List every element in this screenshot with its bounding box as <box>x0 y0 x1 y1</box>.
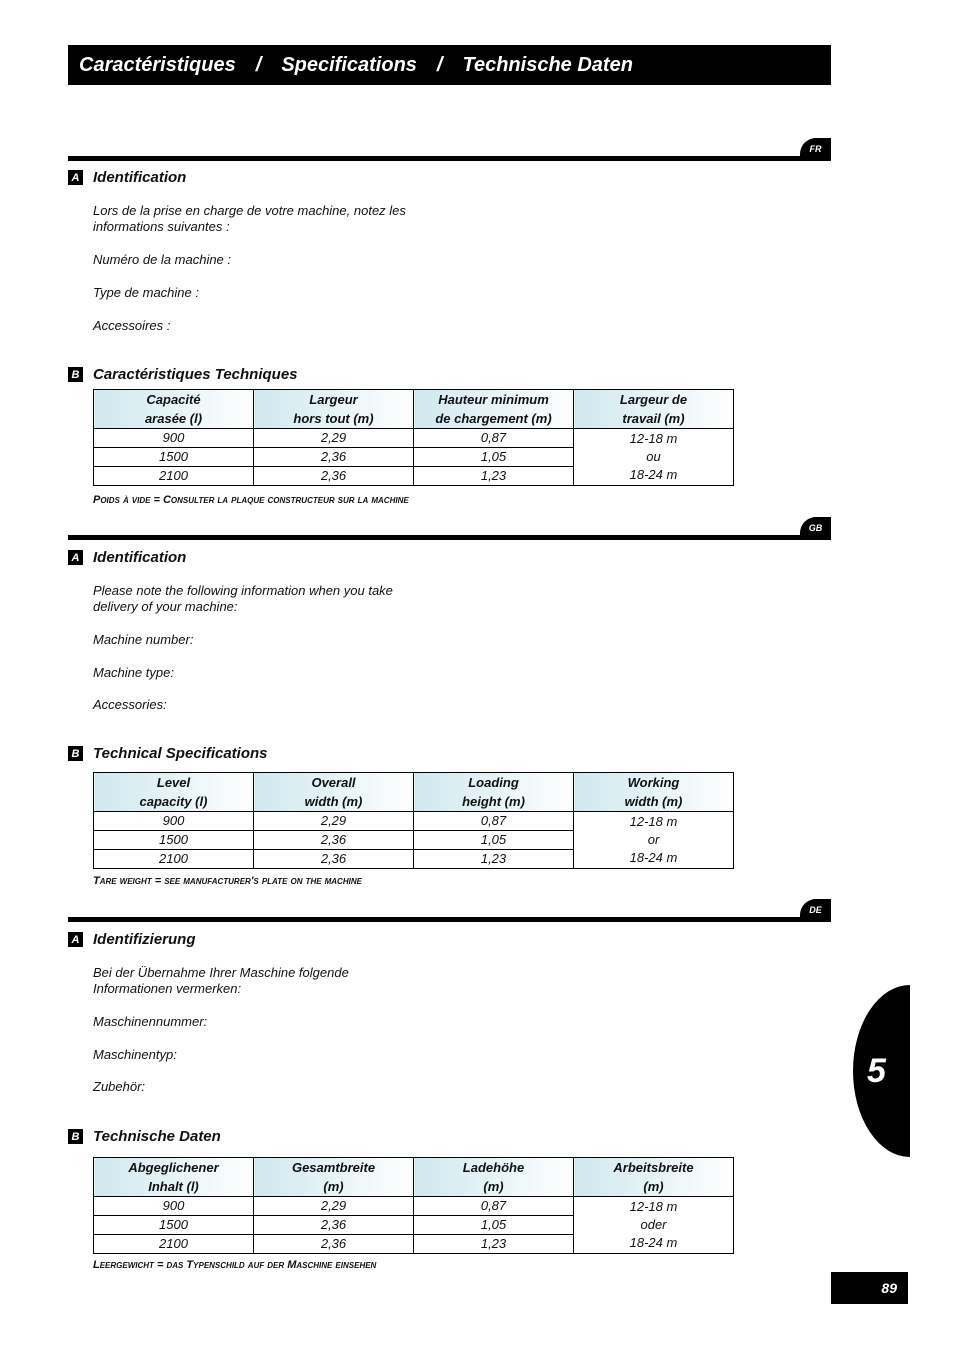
column-header: Loading height (m) <box>414 773 574 812</box>
language-badge-gb: GB <box>800 517 831 539</box>
identification-heading <box>68 169 186 186</box>
page-number-box <box>831 1272 908 1304</box>
section-rule <box>68 156 831 161</box>
table-cell: 2100 <box>94 850 254 869</box>
specifications-heading <box>68 366 298 383</box>
specifications-title: Technical Specifications <box>93 745 268 762</box>
intro-line: Please note the following information when you take <box>93 583 393 598</box>
accessories-label: Zubehör: <box>93 1079 146 1094</box>
weight-note: Tare weight = see manufacturer's plate on the machine <box>93 875 362 887</box>
header-separator: / <box>255 53 262 76</box>
table-cell: 2,36 <box>254 1216 414 1235</box>
table-cell: 1500 <box>94 448 254 467</box>
chapter-tab <box>853 985 910 1157</box>
specifications-heading <box>68 745 268 762</box>
table-cell: 1,05 <box>414 1216 574 1235</box>
header-title-fr: Caractéristiques <box>79 53 236 76</box>
language-badge-fr: FR <box>800 138 831 160</box>
page-number: 89 <box>881 1280 897 1296</box>
header-separator: / <box>436 53 443 76</box>
section-rule <box>68 535 831 540</box>
specifications-title: Caractéristiques Techniques <box>93 366 298 383</box>
column-header: Hauteur minimum de chargement (m) <box>414 390 574 429</box>
table-cell: 2,36 <box>254 467 414 486</box>
language-badge-de: DE <box>800 899 831 921</box>
intro-line: Bei der Übernahme Ihrer Maschine folgende <box>93 965 349 980</box>
column-header: Arbeitsbreite (m) <box>574 1158 734 1197</box>
header-title-gb: Specifications <box>281 53 417 76</box>
table-cell: 2,29 <box>254 812 414 831</box>
machine-number-label: Machine number: <box>93 632 194 647</box>
column-header: Abgeglichener Inhalt (l) <box>94 1158 254 1197</box>
table-header-row <box>94 773 734 812</box>
table-header-row <box>94 1158 734 1197</box>
column-header: Gesamtbreite (m) <box>254 1158 414 1197</box>
table-cell: 1500 <box>94 1216 254 1235</box>
specifications-title: Technische Daten <box>93 1128 221 1145</box>
table-row <box>94 429 734 448</box>
section-rule <box>68 917 831 922</box>
specifications-heading <box>68 1128 221 1145</box>
identification-intro <box>93 965 349 997</box>
table-cell: 2,36 <box>254 1235 414 1254</box>
identification-title: Identifizierung <box>93 931 196 948</box>
machine-type-label: Maschinentyp: <box>93 1047 177 1062</box>
table-cell: 1,23 <box>414 850 574 869</box>
identification-title: Identification <box>93 549 187 566</box>
working-width-cell: 12-18 m ou 18-24 m <box>574 429 734 486</box>
table-cell: 2,29 <box>254 429 414 448</box>
machine-number-label: Maschinennummer: <box>93 1014 208 1029</box>
section-letter-a: A <box>68 932 83 947</box>
weight-note: Leergewicht = das Typenschild auf der Maschine einsehen <box>93 1259 377 1271</box>
table-cell: 1500 <box>94 831 254 850</box>
working-width-cell: 12-18 m or 18-24 m <box>574 812 734 869</box>
section-letter-b: B <box>68 746 83 761</box>
table-cell: 900 <box>94 812 254 831</box>
table-cell: 900 <box>94 1197 254 1216</box>
machine-type-label: Type de machine : <box>93 285 199 300</box>
table-cell: 2100 <box>94 1235 254 1254</box>
table-cell: 2,36 <box>254 448 414 467</box>
accessories-label: Accessories: <box>93 697 167 712</box>
machine-type-label: Machine type: <box>93 665 174 680</box>
machine-number-label: Numéro de la machine : <box>93 252 232 267</box>
table-cell: 2100 <box>94 467 254 486</box>
column-header: Largeur de travail (m) <box>574 390 734 429</box>
table-cell: 2,36 <box>254 850 414 869</box>
specifications-table <box>93 772 734 869</box>
table-cell: 1,23 <box>414 467 574 486</box>
intro-line: delivery of your machine: <box>93 599 238 614</box>
table-cell: 2,36 <box>254 831 414 850</box>
weight-note: Poids à vide = Consulter la plaque constructeur sur la machine <box>93 494 409 506</box>
specifications-table <box>93 389 734 486</box>
table-cell: 2,29 <box>254 1197 414 1216</box>
specifications-table <box>93 1157 734 1254</box>
section-letter-b: B <box>68 367 83 382</box>
intro-line: Informationen vermerken: <box>93 981 242 996</box>
working-width-cell: 12-18 m oder 18-24 m <box>574 1197 734 1254</box>
table-cell: 0,87 <box>414 429 574 448</box>
section-letter-a: A <box>68 550 83 565</box>
header-title-de: Technische Daten <box>462 53 633 76</box>
chapter-number: 5 <box>867 1051 886 1090</box>
page-header <box>68 45 831 85</box>
section-letter-a: A <box>68 170 83 185</box>
intro-line: informations suivantes : <box>93 219 230 234</box>
identification-intro <box>93 583 393 615</box>
identification-intro <box>93 203 406 235</box>
identification-title: Identification <box>93 169 187 186</box>
column-header: Ladehöhe (m) <box>414 1158 574 1197</box>
table-row <box>94 812 734 831</box>
identification-heading <box>68 931 196 948</box>
table-cell: 1,05 <box>414 448 574 467</box>
table-cell: 0,87 <box>414 812 574 831</box>
column-header: Capacité arasée (l) <box>94 390 254 429</box>
table-cell: 1,05 <box>414 831 574 850</box>
intro-line: Lors de la prise en charge de votre machine, notez les <box>93 203 406 218</box>
column-header: Level capacity (l) <box>94 773 254 812</box>
column-header: Largeur hors tout (m) <box>254 390 414 429</box>
section-letter-b: B <box>68 1129 83 1144</box>
accessories-label: Accessoires : <box>93 318 171 333</box>
column-header: Overall width (m) <box>254 773 414 812</box>
identification-heading <box>68 549 186 566</box>
table-header-row <box>94 390 734 429</box>
table-cell: 0,87 <box>414 1197 574 1216</box>
column-header: Working width (m) <box>574 773 734 812</box>
table-cell: 1,23 <box>414 1235 574 1254</box>
table-cell: 900 <box>94 429 254 448</box>
table-row <box>94 1197 734 1216</box>
